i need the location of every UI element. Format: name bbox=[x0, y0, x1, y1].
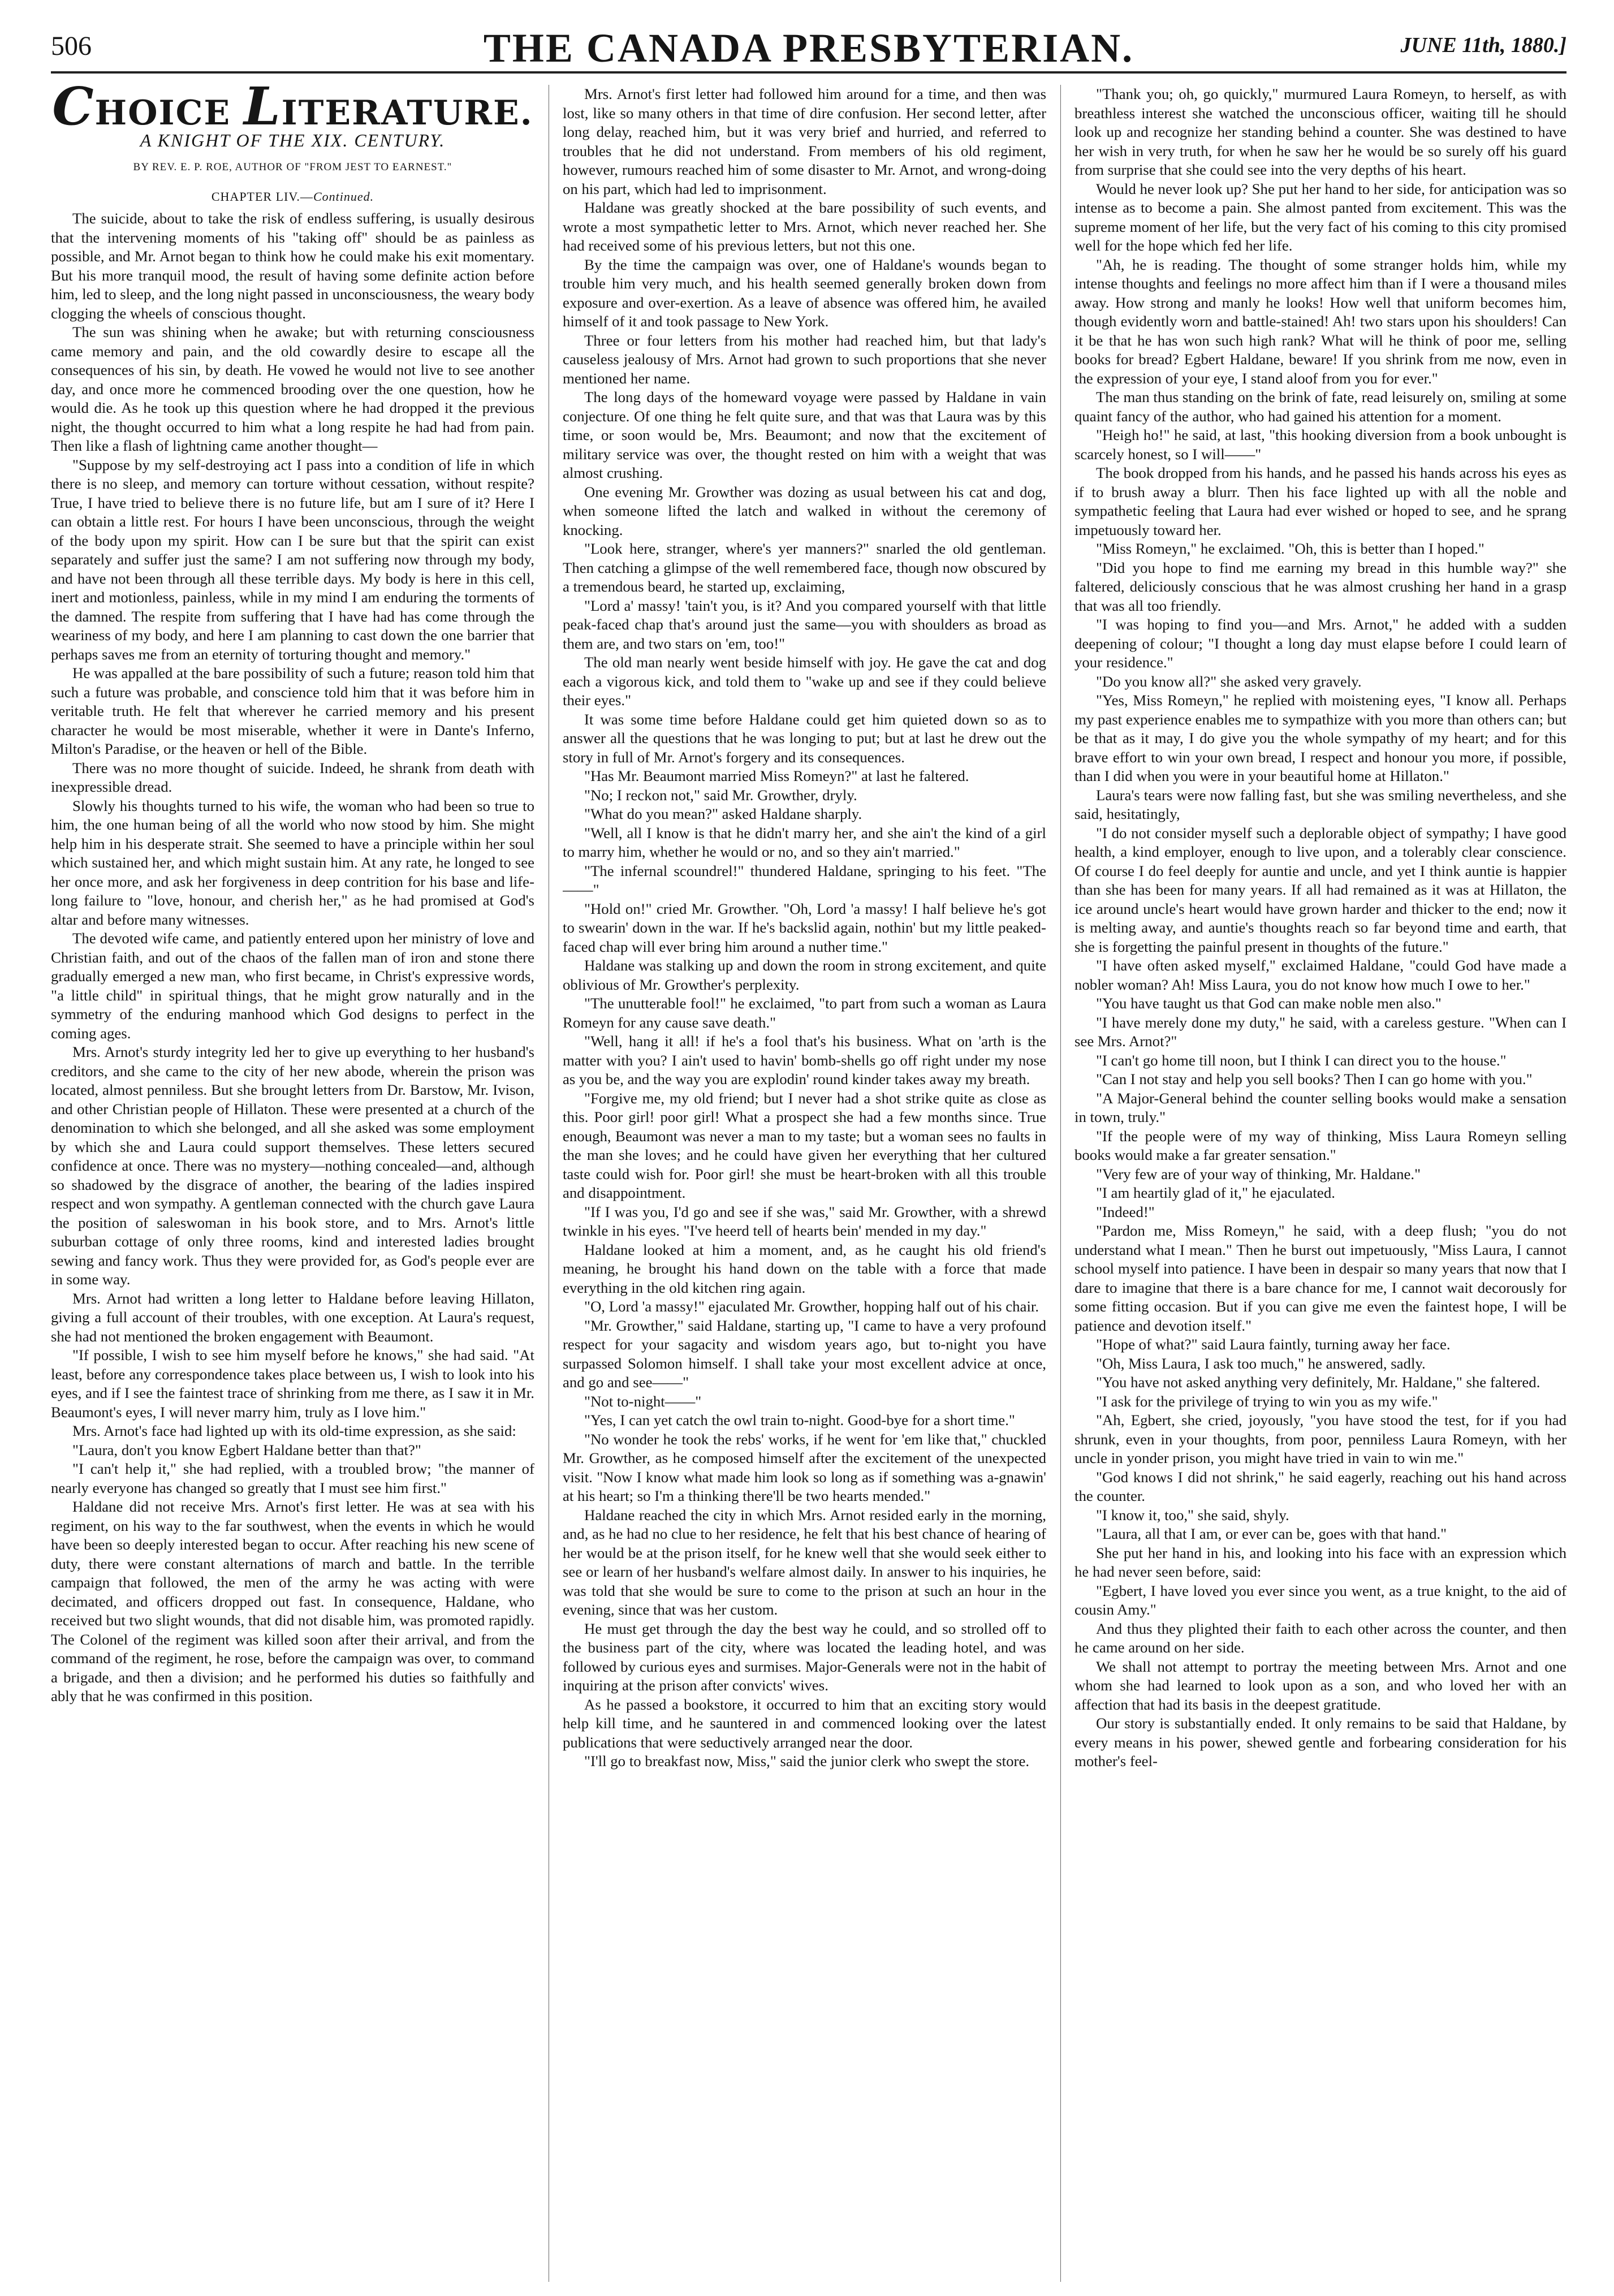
paragraph: "I'll go to breakfast now, Miss," said the junior clerk who swept the store. bbox=[584, 1753, 1030, 1770]
paragraph: As he passed a bookstore, it occurred to him that an exciting story would help kill time, and he sauntered in and commenced looking over the latest publications that were seductively arranged near the door. bbox=[563, 1695, 1046, 1751]
paragraph: "Ah, Egbert, she cried, joyously, "you have stood the test, for if you had shrunk, even in your thoughts, from poor, penniless Laura Romeyn, with her uncle in yonder prison, you might have tried in vain to win me." bbox=[1074, 1412, 1566, 1466]
paragraph: "I can't help it," she had replied, with a troubled brow; "the manner of nearly everyone has changed so greatly that I must see him first." bbox=[51, 1460, 534, 1496]
paragraph: Haldane looked at him a moment, and, as he caught his old friend's meaning, he brought his hand down on the table with a force that made everything in the old kitchen ring again. bbox=[563, 1241, 1046, 1296]
paragraph: "Hold on!" cried Mr. Growther. "Oh, Lord 'a massy! I half believe he's got to swearin' down in the war. If he's backslid again, nothin' but my little peaked-faced chap will ever bring him around a nuther time." bbox=[563, 900, 1046, 955]
paragraph: And thus they plighted their faith to each other across the counter, and then he came around on her side. bbox=[1074, 1620, 1566, 1656]
paragraph: Slowly his thoughts turned to his wife, the woman who had been so true to him, the one human being of all the world who now stood by him. She might help him in his desperate strait. She seemed to have a principle within her soul which sustained her, and which might sustain him. At any rate, he longed to see her once more, and ask her forgiveness in deep contrition for his base and life-long failure to "love, honour, and cherish her," as he had promised at God's altar and before many witnesses. bbox=[51, 797, 534, 928]
paragraph: "No; I reckon not," said Mr. Growther, dryly. bbox=[584, 786, 857, 804]
paragraph: Haldane reached the city in which Mrs. Arnot resided early in the morning, and, as he had no clue to her residence, he felt that his best chance of hearing of her would be at the prison itself, for he knew well that she would seek either to see or learn of her husband's welfare almost daily. In answer to his inquiries, he was told that she would be sure to come to the prison at such an hour in the evening, since that was her custom. bbox=[563, 1506, 1046, 1618]
paragraph: "Yes, I can yet catch the owl train to-night. Good-bye for a short time." bbox=[584, 1412, 1015, 1428]
paragraph: "I am heartily glad of it," he ejaculated. bbox=[1096, 1184, 1335, 1201]
paragraph: Would he never look up? She put her hand to her side, for anticipation was so intense as to become a pain. She almost panted from excitement. This was the supreme moment of her life, but the very fact of his coming to this city promised well for the hope which fed her life. bbox=[1074, 180, 1566, 254]
paragraph: "Suppose by my self-destroying act I pass into a condition of life in which there is no sleep, and memory can torture without cessation, without respite? True, I have tried to believe there is no future life, but am I sure of it? Here I can obtain a little rest. For hours I have been unconscious, through the weight of the body upon my spirit. How can I be sure but that the spirit can exist separately and suffer just the same? I am not suffering now through my body, and have not been through all these terrible days. My body is here in this cell, inert and motionless, painless, while in my mind I am enduring the torments of the damned. The respite from suffering that I have had has come through the weariness of my body, and here I am planning to cast down the one barrier that perhaps saves me from an eternity of torturing thought and memory." bbox=[51, 456, 534, 663]
paragraph: The book dropped from his hands, and he passed his hands across his eyes as if to brush away a blurr. Then his face lighted up with all the noble and sympathetic feeling that Laura had ever wished or hoped to see, and he sprang impetuously toward her. bbox=[1074, 464, 1566, 538]
paragraph: "If the people were of my way of thinking, Miss Laura Romeyn selling books would make a far greater sensation." bbox=[1074, 1127, 1566, 1163]
paragraph: "O, Lord 'a massy!" ejaculated Mr. Growther, hopping half out of his chair. bbox=[584, 1298, 1039, 1315]
page-number: 506 bbox=[51, 31, 92, 61]
section-title-rest-2: ITERATURE. bbox=[281, 93, 533, 133]
column-2-body bbox=[563, 85, 1046, 1771]
section-title-rest: HOICE bbox=[94, 93, 244, 133]
paragraph: "I can't go home till noon, but I think I can direct you to the house." bbox=[1096, 1051, 1507, 1069]
paragraph: Laura's tears were now falling fast, but she was smiling nevertheless, and she said, hesitatingly, bbox=[1074, 786, 1566, 822]
column-2 bbox=[563, 85, 1046, 2282]
paragraph: "Laura, don't you know Egbert Haldane better than that?" bbox=[72, 1441, 421, 1458]
paragraph: Our story is substantially ended. It only remains to be said that Haldane, by every means in his power, shewed gentle and forbearing consideration for his mother's feel- bbox=[1074, 1715, 1566, 1770]
paragraph: "I have often asked myself," exclaimed Haldane, "could God have made a nobler woman? Ah! Miss Laura, you do not know how much I owe to her." bbox=[1074, 957, 1566, 993]
paragraph: He must get through the day the best way he could, and so strolled off to the business part of the city, where was located the leading hotel, and was followed by curious eyes and surmises. Major-Generals were not in the habit of inquiring at the prison after convicts' wives. bbox=[563, 1620, 1046, 1694]
paragraph: "If possible, I wish to see him myself before he knows," she had said. "At least, before any correspondence takes place between us, I wish to look into his eyes, and if I see the faintest trace of shrinking from me there, as I saw it in Mr. Beaumont's eyes, I will never marry him, truly as I love him." bbox=[51, 1346, 534, 1421]
paragraph: "Mr. Growther," said Haldane, starting up, "I came to have a very profound respect for your sagacity and wisdom years ago, but to-night you have surpassed Solomon himself. I shall take your most excellent advice at once, and go and see——" bbox=[563, 1317, 1046, 1391]
column-divider bbox=[1060, 85, 1061, 2282]
paragraph: Mrs. Arnot had written a long letter to Haldane before leaving Hillaton, giving a full account of their troubles, with one exception. At Laura's request, she had not mentioned the broken engagement with Beaumont. bbox=[51, 1289, 534, 1345]
paragraph: "Indeed!" bbox=[1096, 1203, 1155, 1220]
paragraph: The suicide, about to take the risk of endless suffering, is usually desirous that the intervening moments of his "taking off" should be as painless as possible, and Mr. Arnot began to think how he could make his exit momentary. But his more tranquil mood, the result of having some definite action before him, led to sleep, and the long night passed in unconsciousness, the weary body clogging the wheels of conscious thought. bbox=[51, 210, 534, 322]
paragraph: He was appalled at the bare possibility of such a future; reason told him that such a future was probable, and conscience told him that it was before him in veritable truth. He felt that wherever he carried memory and his present character he would be most miserable, whether it were in Dante's Inferno, Milton's Paradise, or the heaven or hell of the Bible. bbox=[51, 664, 534, 757]
paragraph: "Heigh ho!" he said, at last, "this hooking diversion from a book unbought is scarcely honest, so I will——" bbox=[1074, 426, 1566, 463]
paragraph: "Pardon me, Miss Romeyn," he said, with a deep flush; "you do not understand what I mean." Then he burst out impetuously, "Miss Laura, I cannot school myself into patience. I have been in despair so many years that now that I dare to imagine that there is a bare chance for me, I cannot wait decorously for some fitting occasion. But if you can give me even the faintest hope, I will be patience and devotion itself." bbox=[1074, 1222, 1566, 1334]
newspaper-title: THE CANADA PRESBYTERIAN. bbox=[483, 25, 1134, 71]
paragraph: "The unutterable fool!" he exclaimed, "to part from such a woman as Laura Romeyn for any cause save death." bbox=[563, 995, 1046, 1031]
paragraph: Haldane was stalking up and down the room in strong excitement, and quite oblivious of Mr. Growther's perplexity. bbox=[563, 957, 1046, 993]
paragraph: "A Major-General behind the counter selling books would make a sensation in town, truly." bbox=[1074, 1089, 1566, 1125]
paragraph: Three or four letters from his mother had reached him, but that lady's causeless jealousy of Mrs. Arnot had grown to such proportions that she never mentioned her name. bbox=[563, 331, 1046, 387]
paragraph: Mrs. Arnot's first letter had followed him around for a time, and then was lost, like so many others in that time of dire confusion. Her second letter, after long delay, reached him, but it was very brief and hurried, and referred to troubles that he did not understand. From members of his old regiment, however, rumours reached him of some disaster to Mr. Arnot, and wrong-doing on his part, which had led to imprisonment. bbox=[563, 85, 1046, 197]
paragraph: "Egbert, I have loved you ever since you went, as a true knight, to the aid of cousin Amy." bbox=[1074, 1582, 1566, 1618]
paragraph: "Not to-night——" bbox=[584, 1392, 702, 1410]
paragraph: "What do you mean?" asked Haldane sharply. bbox=[584, 805, 862, 822]
paragraph: "God knows I did not shrink," he said eagerly, reaching out his hand across the counter. bbox=[1074, 1468, 1566, 1504]
paragraph: By the time the campaign was over, one of Haldane's wounds began to trouble him very much, and his health seemed generally broken down from exposure and over-exertion. As a leave of absence was offered him, he availed himself of it and took passage to New York. bbox=[563, 256, 1046, 330]
paragraph: Haldane did not receive Mrs. Arnot's first letter. He was at sea with his regiment, on his way to the far southwest, when the events in which he would have been so deeply interested began to occur. After reaching his new scene of duty, there were constant alternations of march and battle. In the terrible campaign that followed, the men of the army he was acting with were decimated, and officers dropped out fast. In consequence, Haldane, who received but two slight wounds, that did not disable him, was promoted rapidly. The Colonel of the regiment was killed soon after their arrival, and from the command of the regiment, he rose, before the campaign was over, to command a brigade, and then a division; and he performed his duties so faithfully and ably that he was confirmed in this position. bbox=[51, 1498, 534, 1704]
paragraph: Haldane was greatly shocked at the bare possibility of such events, and wrote a most sympathetic letter to Mrs. Arnot, which never reached her. She had received some of his previous letters, but not this one. bbox=[563, 199, 1046, 254]
column-1 bbox=[51, 85, 534, 2282]
paragraph: The sun was shining when he awake; but with returning consciousness came memory and pain, and the old cowardly desire to escape all the consequences of his sin, by death. He vowed he would not live to see another day, and once more he commenced brooding over the one question, how he would die. As he took up this question where he had dropped it the previous night, the thought occurred to him what a long respite he had had from pain. Then like a flash of lightning came another thought— bbox=[51, 323, 534, 454]
paragraph: "Do you know all?" she asked very gravely. bbox=[1096, 672, 1362, 690]
column-3-body bbox=[1074, 85, 1566, 1771]
paragraph: The man thus standing on the brink of fate, read leisurely on, smiling at some quaint fancy of the author, who had gained his attention for a moment. bbox=[1074, 389, 1566, 425]
paragraph: "Well, hang it all! if he's a fool that's his business. What on 'arth is the matter with you? I ain't used to havin' bomb-shells go off right under my nose as you be, and the way you are explodin' round kinder takes away my breath. bbox=[563, 1033, 1046, 1087]
byline: BY REV. E. P. ROE, AUTHOR OF "FROM JEST TO EARNEST." bbox=[133, 161, 452, 173]
section-title bbox=[51, 85, 534, 137]
paragraph: One evening Mr. Growther was dozing as usual between his cat and dog, when someone lifted the latch and walked in without the ceremony of knocking. bbox=[563, 483, 1046, 538]
chapter-label: CHAPTER LIV.— bbox=[211, 189, 313, 204]
paragraph: We shall not attempt to portray the meeting between Mrs. Arnot and one whom she had learned to look upon as a son, and who loved her with an affection that had its basis in the deepest gratitude. bbox=[1074, 1658, 1566, 1713]
header-rule bbox=[51, 71, 1566, 74]
paragraph: "I was hoping to find you—and Mrs. Arnot," he added with a sudden deepening of colour; "I thought a long day must elapse before I could learn of your residence." bbox=[1074, 616, 1566, 671]
paragraph: "No wonder he took the rebs' works, if he went for 'em like that," chuckled Mr. Growther, as he composed himself after the excitement of the unexpected visit. "Now I know what made him look so long as if something was a-gnawin' at his heart; so I'm a thinking there'll be two hearts mended." bbox=[563, 1430, 1046, 1504]
paragraph: "Yes, Miss Romeyn," he replied with moistening eyes, "I know all. Perhaps my past experience enables me to sympathize with you more than others can; but be that as it may, I do give you the whole sympathy of my heart; and for this brave effort to win your own bread, I respect and honour you more, if possible, than I did when you were in your beautiful home at Hillaton." bbox=[1074, 692, 1566, 784]
chapter-continued: Continued. bbox=[313, 189, 374, 204]
paragraph: "Look here, stranger, where's yer manners?" snarled the old gentleman. Then catching a glimpse of the well remembered face, though now obscured by a tremendous beard, he started up, exclaiming, bbox=[563, 540, 1046, 595]
paragraph: "I know it, too," she said, shyly. bbox=[1096, 1506, 1289, 1524]
paragraph: The devoted wife came, and patiently entered upon her ministry of love and Christian faith, and out of the chaos of the fallen man of iron and stone there gradually emerged a new man, who first became, in Christ's expressive words, "a little child" in spiritual things, that he might grow naturally and in the symmetry of the enduring manhood which God designs to perfect in the coming ages. bbox=[51, 930, 534, 1042]
paragraph: "I ask for the privilege of trying to win you as my wife." bbox=[1096, 1392, 1438, 1410]
paragraph: "Oh, Miss Laura, I ask too much," he answered, sadly. bbox=[1096, 1354, 1426, 1372]
paragraph: "Very few are of your way of thinking, Mr. Haldane." bbox=[1096, 1165, 1421, 1182]
column-1-body bbox=[51, 209, 534, 1706]
story-title: A KNIGHT OF THE XIX. CENTURY. bbox=[140, 130, 446, 150]
paragraph: It was some time before Haldane could get him quieted down so as to answer all the questions that he was longing to put; but at last he drew out the story in full of Mr. Arnot's forgery and its consequences. bbox=[563, 710, 1046, 766]
paragraph: Mrs. Arnot's face had lighted up with its old-time expression, as she said: bbox=[72, 1422, 516, 1439]
paragraph: "The infernal scoundrel!" thundered Haldane, springing to his feet. "The——" bbox=[563, 862, 1046, 898]
page-header bbox=[51, 20, 1566, 72]
section-title-initial-2: L bbox=[243, 85, 282, 137]
paragraph: "Lord a' massy! 'tain't you, is it? And you compared yourself with that little peak-faced chap that's around just the same—you with shoulders as broad as them are, and two stars on 'em, too!" bbox=[563, 597, 1046, 652]
paragraph: "Forgive me, my old friend; but I never had a shot strike quite as close as this. Poor girl! poor girl! What a prospect she had a few months since. True enough, Beaumont was never a man to my taste; but a woman sees no faults in the man she loves; and he could have given her everything that her cultured taste could wish for. Poor girl! she must be heart-broken with all this trouble and disappointment. bbox=[563, 1089, 1046, 1201]
paragraph: "Miss Romeyn," he exclaimed. "Oh, this is better than I hoped." bbox=[1096, 540, 1484, 557]
paragraph: "Ah, he is reading. The thought of some stranger holds him, while my intense thoughts and feelings no more affect him than if I were a thousand miles away. How strong and manly he looks! How well that uniform becomes him, though evidently worn and battle-stained! Ah! two stars upon his shoulders! Can it be that he has won such high rank? What will he think of poor me, selling books for bread? Egbert Haldane, beware! If you shrink from me now, even in the expression of your eye, I stand aloof from you for ever." bbox=[1074, 256, 1566, 387]
paragraph: "I do not consider myself such a deplorable object of sympathy; I have good health, a kind employer, enough to live upon, and a tolerably clear conscience. Of course I do feel deeply for auntie and uncle, and yet I think auntie is happier than she has been for many years. If all had remained as it was at Hillaton, the ice around uncle's heart would have grown harder and thicker to the end; now it is melting away, and auntie's thoughts reach so far beyond time and earth, that she is forgetting the painful present in thoughts of the future." bbox=[1074, 824, 1566, 955]
paragraph: "You have taught us that God can make noble men also." bbox=[1096, 995, 1442, 1012]
paragraph: "You have not asked anything very definitely, Mr. Haldane," she faltered. bbox=[1096, 1374, 1540, 1391]
paragraph: Mrs. Arnot's sturdy integrity led her to give up everything to her husband's creditors, and she came to the city of her new abode, wherein the prison was located, almost penniless. But she brought letters from Dr. Barstow, Mr. Ivison, and other Christian people of Hillaton. These were presented at a church of the denomination to which she belonged, and all she asked was some employment by which she and Laura could support themselves. These letters secured confidence at once. There was no mystery—nothing concealed—and, although so shadowed by the disgrace of another, the bearing of the ladies inspired respect and won sympathy. A gentleman connected with the church gave Laura the position of saleswoman in his book store, and to Mrs. Arnot's little suburban cottage of only three rooms, kind and interested ladies brought sewing and fancy work. Thus they were provided for, as God's people ever are in some way. bbox=[51, 1043, 534, 1288]
paragraph: "If I was you, I'd go and see if she was," said Mr. Growther, with a shrewd twinkle in his eyes. "I've heerd tell of hearts bein' mended in my day." bbox=[563, 1203, 1046, 1239]
paragraph: "Well, all I know is that he didn't marry her, and she ain't the kind of a girl to marry him, whether he would or no, and so they ain't married." bbox=[563, 824, 1046, 860]
issue-date: JUNE 11th, 1880.] bbox=[1400, 33, 1566, 57]
paragraph: She put her hand in his, and looking into his face with an expression which he had never seen before, said: bbox=[1074, 1544, 1566, 1580]
paragraph: "Laura, all that I am, or ever can be, goes with that hand." bbox=[1096, 1525, 1447, 1542]
paragraph: "Thank you; oh, go quickly," murmured Laura Romeyn, to herself, as with breathless interest she watched the unconscious officer, waiting till he should look up and recognize her standing behind a counter. She was destined to have her wish in very truth, for when he saw her he would be so surely off his guard from surprise that she could see into the very depths of his heart. bbox=[1074, 85, 1566, 178]
section-title-initial: C bbox=[52, 85, 95, 137]
paragraph: "Can I not stay and help you sell books? Then I can go home with you." bbox=[1096, 1071, 1533, 1087]
paragraph: "Has Mr. Beaumont married Miss Romeyn?" at last he faltered. bbox=[584, 767, 969, 784]
paragraph: "Did you hope to find me earning my bread in this humble way?" she faltered, deliciously conscious that he was almost crushing her hand in a grasp that was all too friendly. bbox=[1074, 559, 1566, 614]
paragraph: The long days of the homeward voyage were passed by Haldane in vain conjecture. Of one thing he felt quite sure, and that was that Laura was by this time, or soon would be, Mrs. Beaumont; and now that the excitement of military service was over, the thought rested on him with a weight that was almost crushing. bbox=[563, 389, 1046, 481]
paragraph: "Hope of what?" said Laura faintly, turning away her face. bbox=[1096, 1336, 1451, 1353]
paragraph: There was no more thought of suicide. Indeed, he shrank from death with inexpressible dread. bbox=[51, 759, 534, 795]
chapter-heading bbox=[51, 187, 534, 206]
paragraph: The old man nearly went beside himself with joy. He gave the cat and dog each a vigorous kick, and told them to "wake up and see if they could believe their eyes." bbox=[563, 654, 1046, 709]
paragraph: "I have merely done my duty," he said, with a careless gesture. "When can I see Mrs. Arnot?" bbox=[1074, 1013, 1566, 1050]
column-3 bbox=[1074, 85, 1566, 2282]
